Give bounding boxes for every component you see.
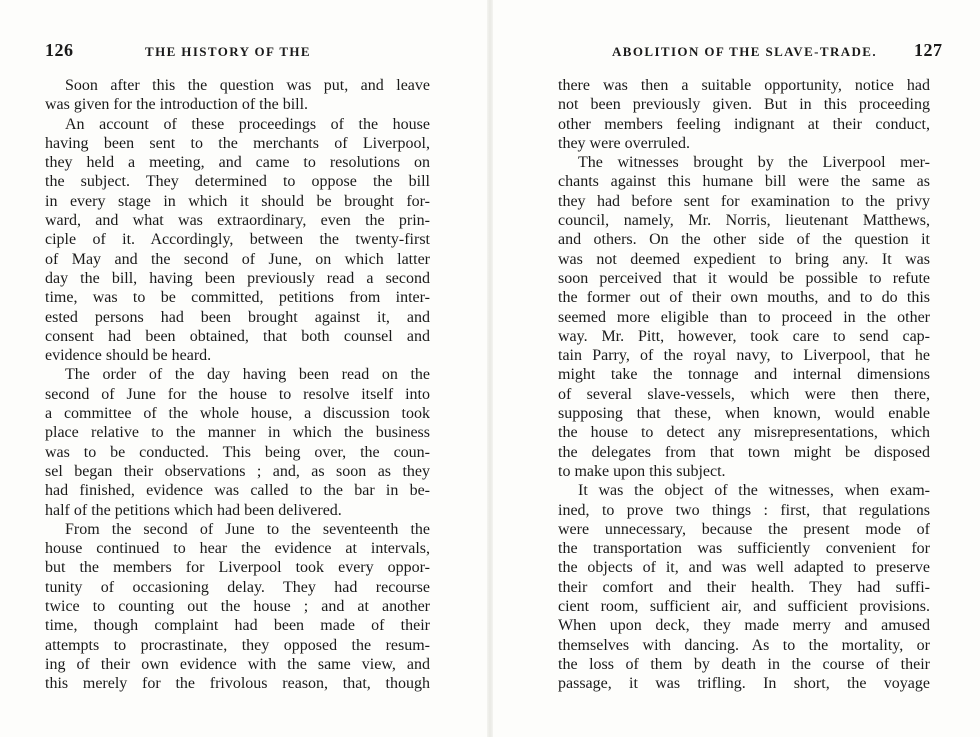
text-line: they held a meeting, and came to resolutions on xyxy=(45,154,430,172)
text-line: themselves with dancing. As to the mortality, or xyxy=(558,636,930,654)
text-line: might take the tonnage and internal dimensions xyxy=(558,366,930,384)
text-line: a committee of the whole house, a discussion took xyxy=(45,405,430,423)
text-line: chants against this humane bill were the same as xyxy=(558,173,930,191)
text-line: was given for the introduction of the bill. xyxy=(45,96,309,114)
page-number: 127 xyxy=(914,40,943,60)
text-line: of several slave-vessels, which were then there, xyxy=(558,385,930,403)
text-line: was to be conducted. This being over, the coun- xyxy=(45,443,430,461)
text-line: not been previously given. But in this proceeding xyxy=(558,96,930,114)
text-line: Soon after this the question was put, and leave xyxy=(65,77,430,94)
text-line: time, though complaint had been made of their xyxy=(45,617,430,635)
text-line: of May and the second of June, on which latter xyxy=(45,250,430,268)
body-text xyxy=(558,76,930,694)
text-line: council, namely, Mr. Norris, lieutenant Matthews, xyxy=(558,212,930,230)
text-line: evidence should be heard. xyxy=(45,347,212,365)
text-line: cient room, sufficient air, and sufficient provisions. xyxy=(558,598,930,616)
text-line: the former out of their own mouths, and to do this xyxy=(558,289,930,307)
text-line: place relative to the manner in which the business xyxy=(45,424,430,442)
text-line: in every stage in which it should be brought for- xyxy=(45,192,430,210)
text-line: time, was to be committed, petitions from inter- xyxy=(45,289,430,307)
text-line: house continued to hear the evidence at intervals, xyxy=(45,540,430,558)
text-line: ing of their own evidence with the same view, and xyxy=(45,655,430,673)
text-line: the subject. They determined to oppose the bill xyxy=(45,173,430,191)
text-line: the objects of it, and was well adapted to preserve xyxy=(558,559,930,577)
text-line: ciple of it. Accordingly, between the twenty-first xyxy=(45,231,430,249)
text-line: The witnesses brought by the Liverpool mer- xyxy=(578,154,930,172)
text-line: the delegates from that town might be disposed xyxy=(558,443,930,461)
text-line: soon perceived that it would be possible to refute xyxy=(558,269,930,287)
text-line: passage, it was trifling. In short, the voyage xyxy=(558,675,930,693)
text-line: seemed more eligible than to proceed in the other xyxy=(558,308,930,326)
text-line: When upon deck, they made merry and amused xyxy=(558,617,930,635)
text-line: day the bill, having been previously read a second xyxy=(45,269,430,287)
text-line: The order of the day having been read on the xyxy=(65,366,430,384)
text-line: and others. On the other side of the question it xyxy=(558,231,930,249)
text-line: they were overruled. xyxy=(558,134,690,152)
text-line: second of June for the house to resolve itself into xyxy=(45,385,430,403)
text-line: It was the object of the witnesses, when exam- xyxy=(578,482,930,500)
text-line: sel began their observations ; and, as soon as they xyxy=(45,462,430,480)
text-line: From the second of June to the seventeenth the xyxy=(65,520,430,538)
running-head: THE HISTORY OF THE xyxy=(145,44,311,59)
text-line: were unnecessary, because the present mode of xyxy=(558,520,930,538)
text-line: had finished, evidence was called to the bar in be- xyxy=(45,482,430,500)
text-line: the loss of them by death in the course of their xyxy=(558,655,930,673)
text-line: tunity of occasioning delay. They had recourse xyxy=(45,578,430,596)
page-number: 126 xyxy=(45,40,74,60)
text-line: twice to counting out the house ; and at another xyxy=(45,598,430,616)
text-line: An account of these proceedings of the house xyxy=(65,115,430,133)
text-line: their comfort and their health. They had suffi- xyxy=(558,578,930,596)
text-line: way. Mr. Pitt, however, took care to send cap- xyxy=(558,327,930,345)
text-line: ested persons had been brought against it, and xyxy=(45,308,430,326)
text-line: supposing that these, when known, would enable xyxy=(558,405,930,423)
text-line: tain Parry, of the royal navy, to Liverpool, that he xyxy=(558,347,930,365)
running-head: ABOLITION OF THE SLAVE-TRADE. xyxy=(612,44,878,59)
text-line: half of the petitions which had been delivered. xyxy=(45,501,342,519)
text-line: the house to detect any misrepresentations, which xyxy=(558,424,930,442)
text-line: having been sent to the merchants of Liverpool, xyxy=(45,134,430,152)
text-line: attempts to procrastinate, they opposed the resum- xyxy=(45,636,430,654)
body-text xyxy=(45,76,430,694)
text-line: they had before sent for examination to the privy xyxy=(558,192,930,210)
text-line: there was then a suitable opportunity, notice had xyxy=(558,77,930,94)
text-line: ined, to prove two things : first, that regulations xyxy=(558,501,930,519)
text-line: other members feeling indignant at their conduct, xyxy=(558,115,930,133)
right-page xyxy=(490,0,980,737)
text-line: to make upon this subject. xyxy=(558,462,726,480)
text-line: this merely for the frivolous reason, that, though xyxy=(45,675,430,693)
text-line: consent had been obtained, that both counsel and xyxy=(45,327,430,345)
text-line: but the members for Liverpool took every oppor- xyxy=(45,559,430,577)
text-line: was not deemed expedient to bring any. It was xyxy=(558,250,930,268)
text-line: the transportation was sufficiently convenient for xyxy=(558,540,930,558)
text-line: ward, and what was extraordinary, even the prin- xyxy=(45,212,430,230)
